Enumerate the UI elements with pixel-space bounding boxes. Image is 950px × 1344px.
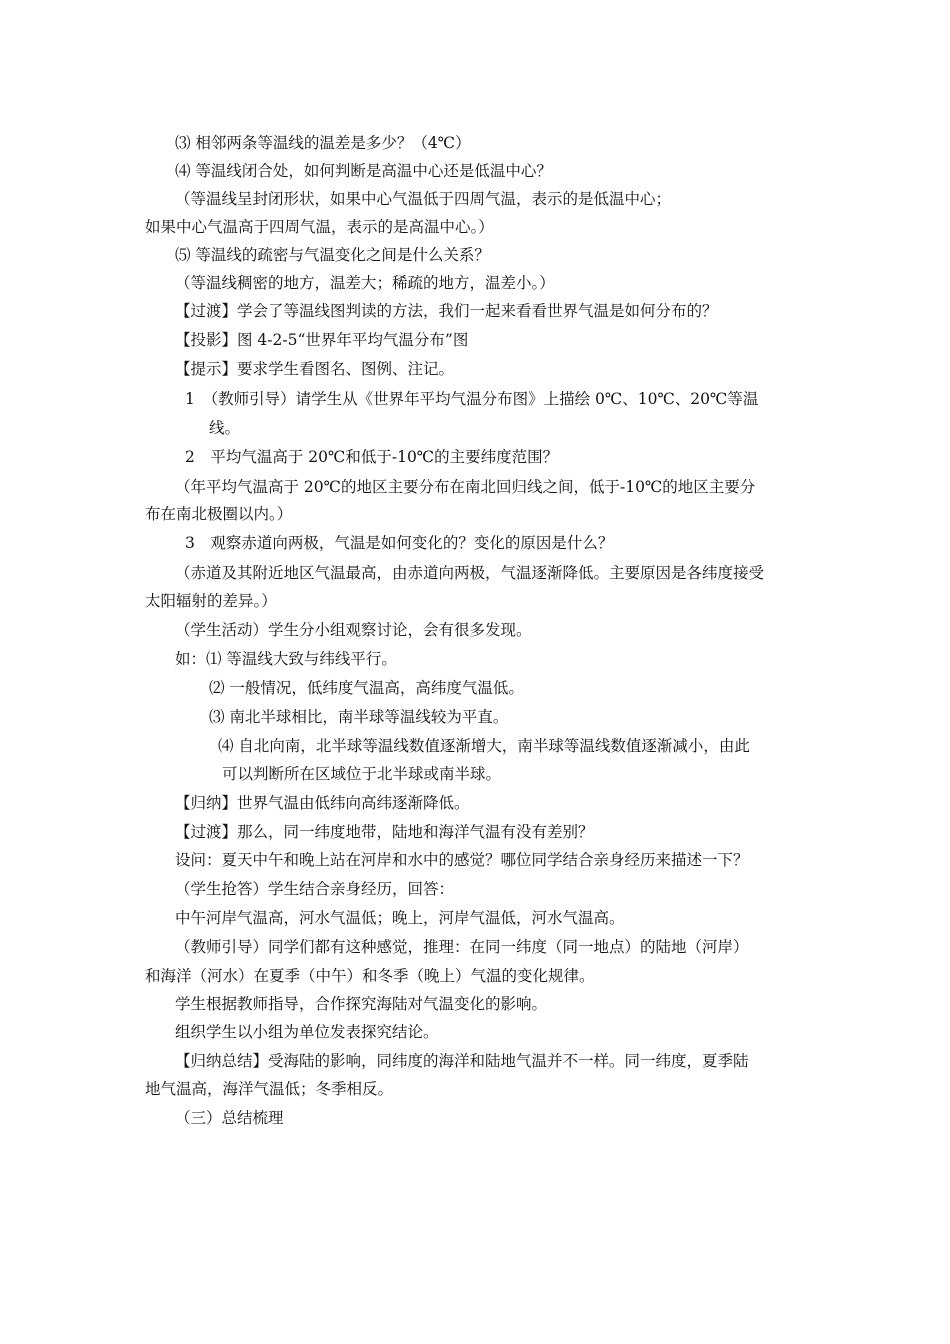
- text-line: 【归纳总结】受海陆的影响，同纬度的海洋和陆地气温并不一样。同一纬度，夏季陆: [175, 1052, 749, 1070]
- text-line: （学生活动）学生分小组观察讨论，会有很多发现。: [175, 621, 532, 639]
- text-line: 组织学生以小组为单位发表探究结论。: [175, 1023, 439, 1041]
- text-line: （学生抢答）学生结合亲身经历，回答：: [175, 880, 455, 898]
- text-line: 如：⑴ 等温线大致与纬线平行。: [175, 650, 397, 668]
- text-line: 如果中心气温高于四周气温，表示的是高温中心。）: [145, 218, 494, 236]
- text-line: ⑷ 自北向南，北半球等温线数值逐渐增大，南半球等温线数值逐渐减小，由此: [218, 737, 750, 755]
- text-line: ⑷ 等温线闭合处，如何判断是高温中心还是低温中心？: [175, 162, 552, 180]
- text-line: 设问：夏天中午和晚上站在河岸和水中的感觉？哪位同学结合亲身经历来描述一下？: [175, 851, 749, 869]
- text-line: 2 平均气温高于 20℃和低于-10℃的主要纬度范围？: [185, 448, 559, 466]
- text-line: 【过渡】那么，同一纬度地带，陆地和海洋气温有没有差别？: [175, 823, 594, 841]
- text-line: （等温线呈封闭形状，如果中心气温低于四周气温，表示的是低温中心；: [175, 190, 672, 208]
- text-line: 1 （教师引导）请学生从《世界年平均气温分布图》上描绘 0℃、10℃、20℃等温: [185, 390, 759, 408]
- text-line: 学生根据教师指导，合作探究海陆对气温变化的影响。: [175, 995, 548, 1013]
- text-line: 【过渡】学会了等温线图判读的方法，我们一起来看看世界气温是如何分布的？: [175, 302, 718, 320]
- text-line: ⑸ 等温线的疏密与气温变化之间是什么关系？: [175, 246, 490, 264]
- text-line: 地气温高，海洋气温低；冬季相反。: [145, 1080, 394, 1098]
- section-heading: （三）总结梳理: [175, 1109, 284, 1127]
- text-line: 【归纳】世界气温由低纬向高纬逐渐降低。: [175, 794, 470, 812]
- text-line: （教师引导）同学们都有这种感觉，推理：在同一纬度（同一地点）的陆地（河岸）: [175, 938, 749, 956]
- text-line: （等温线稠密的地方，温差大；稀疏的地方，温差小。）: [175, 274, 555, 292]
- text-line: 中午河岸气温高，河水气温低；晚上，河岸气温低，河水气温高。: [175, 909, 625, 927]
- text-line: （赤道及其附近地区气温最高，由赤道向两极，气温逐渐降低。主要原因是各纬度接受: [175, 564, 765, 582]
- text-line: ⑶ 相邻两条等温线的温差是多少？（4℃）: [175, 134, 471, 152]
- text-line: 太阳辐射的差异。）: [145, 592, 277, 610]
- text-line: ⑵ 一般情况，低纬度气温高，高纬度气温低。: [209, 679, 524, 697]
- text-line: （年平均气温高于 20℃的地区主要分布在南北回归线之间，低于-10℃的地区主要分: [175, 478, 756, 496]
- text-line: ⑶ 南北半球相比，南半球等温线较为平直。: [209, 708, 509, 726]
- text-line: 布在南北极圈以内。）: [145, 505, 293, 523]
- text-line: 【投影】图 4-2-5“世界年平均气温分布”图: [175, 331, 469, 349]
- text-line: 【提示】要求学生看图名、图例、注记。: [175, 360, 455, 378]
- text-line: 3 观察赤道向两极，气温是如何变化的？变化的原因是什么？: [185, 534, 614, 552]
- text-line: 线。: [209, 419, 241, 437]
- text-line: 和海洋（河水）在夏季（中午）和冬季（晚上）气温的变化规律。: [145, 967, 595, 985]
- text-line: 可以判断所在区域位于北半球或南半球。: [222, 765, 502, 783]
